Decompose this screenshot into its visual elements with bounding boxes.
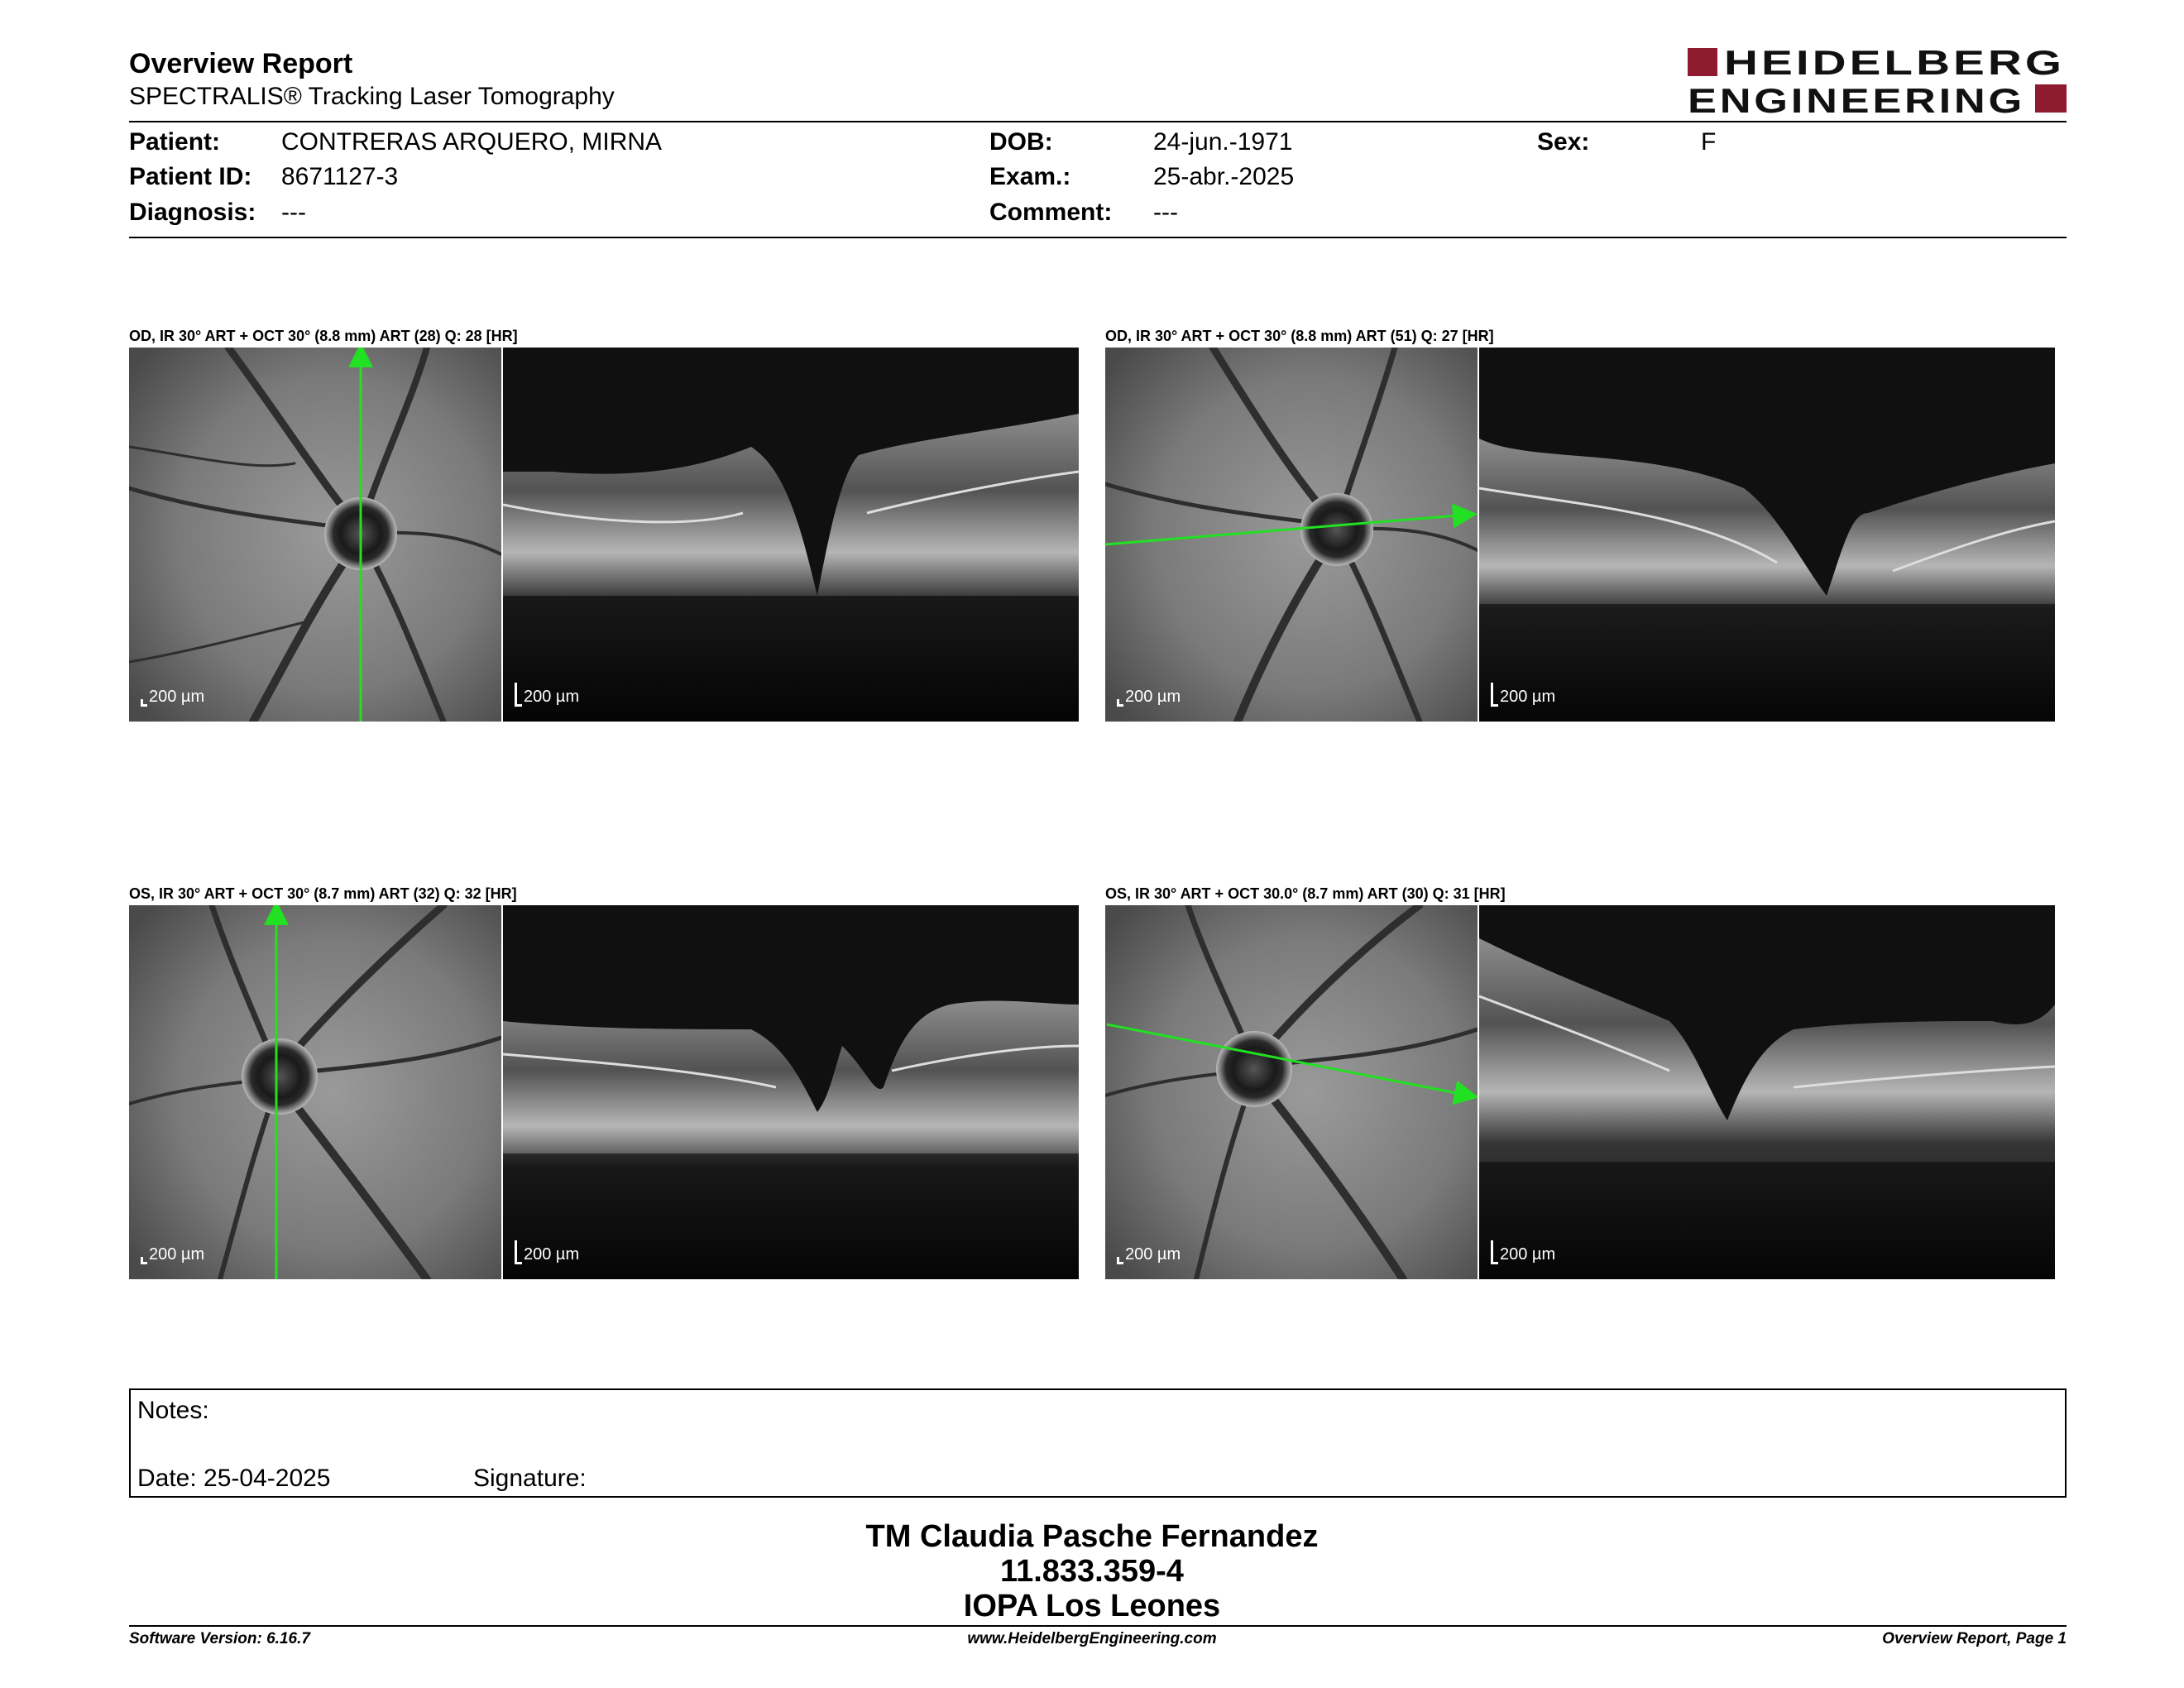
panel-title-3: OS, IR 30° ART + OCT 30° (8.7 mm) ART (32) Q: 32 [HR] <box>129 885 517 902</box>
oct-bscan-image-4 <box>1479 905 2055 1279</box>
heidelberg-logo <box>1688 46 2067 116</box>
ir-fundus-image-1 <box>129 348 501 722</box>
signature-label: Signature: <box>473 1465 587 1492</box>
software-version: Software Version: 6.16.7 <box>129 1630 310 1647</box>
page-indicator: Overview Report, Page 1 <box>1882 1630 2067 1647</box>
patient-id-label: Patient ID: <box>129 163 252 190</box>
notes-label: Notes: <box>137 1397 209 1424</box>
exam-value: 25-abr.-2025 <box>1153 163 1295 190</box>
oct-scale-bar-3: 200 µm <box>515 1240 579 1264</box>
report-title: Overview Report <box>129 48 353 79</box>
ir-fundus-image-3 <box>129 905 501 1279</box>
panel-title-4: OS, IR 30° ART + OCT 30.0° (8.7 mm) ART (30) Q: 31 [HR] <box>1105 885 1506 902</box>
exam-label: Exam.: <box>989 163 1071 190</box>
signature-id: 11.833.359-4 <box>1000 1554 1184 1589</box>
logo-line1: HEIDELBERG <box>1724 46 2065 82</box>
ir-scale-bar-4: 200 µm <box>1117 1245 1181 1264</box>
comment-value: --- <box>1153 199 1178 226</box>
dob-value: 24-jun.-1971 <box>1153 128 1293 156</box>
report-subtitle: SPECTRALIS® Tracking Laser Tomography <box>129 83 615 110</box>
oct-bscan-image-2 <box>1479 348 2055 722</box>
ir-scale-bar-2: 200 µm <box>1117 688 1181 707</box>
logo-line2: ENGINEERING <box>1688 81 2025 116</box>
signature-place: IOPA Los Leones <box>963 1589 1221 1623</box>
oct-bscan-image-1 <box>503 348 1079 722</box>
date-label: Date: 25-04-2025 <box>137 1465 331 1492</box>
comment-label: Comment: <box>989 199 1113 226</box>
oct-scale-bar-1: 200 µm <box>515 683 579 707</box>
logo-square-top <box>1688 48 1717 76</box>
website-link[interactable]: www.HeidelbergEngineering.com <box>967 1630 1217 1647</box>
optic-disc-4 <box>1216 1031 1292 1107</box>
panel-title-2: OD, IR 30° ART + OCT 30° (8.8 mm) ART (51) Q: 27 [HR] <box>1105 328 1494 344</box>
oct-bscan-image-3 <box>503 905 1079 1279</box>
signature-name: TM Claudia Pasche Fernandez <box>865 1519 1319 1554</box>
header-divider <box>129 121 2067 122</box>
info-divider <box>129 237 2067 238</box>
ir-fundus-image-2 <box>1105 348 1478 722</box>
diagnosis-value: --- <box>281 199 306 226</box>
notes-box[interactable] <box>129 1388 2067 1498</box>
sex-value: F <box>1701 128 1717 156</box>
patient-id-value: 8671127-3 <box>281 163 399 190</box>
logo-square-bottom <box>2035 84 2067 113</box>
sex-label: Sex: <box>1537 128 1590 156</box>
patient-value: CONTRERAS ARQUERO, MIRNA <box>281 128 663 156</box>
optic-disc-2 <box>1300 493 1373 566</box>
ir-fundus-image-4 <box>1105 905 1478 1279</box>
ir-scale-bar-3: 200 µm <box>141 1245 204 1264</box>
oct-scale-bar-4: 200 µm <box>1491 1240 1555 1264</box>
dob-label: DOB: <box>989 128 1053 156</box>
footer-divider <box>129 1625 2067 1627</box>
patient-label: Patient: <box>129 128 221 156</box>
optic-disc-3 <box>242 1038 318 1115</box>
ir-scale-bar-1: 200 µm <box>141 688 204 707</box>
oct-scale-bar-2: 200 µm <box>1491 683 1555 707</box>
panel-title-1: OD, IR 30° ART + OCT 30° (8.8 mm) ART (28) Q: 28 [HR] <box>129 328 518 344</box>
diagnosis-label: Diagnosis: <box>129 199 256 226</box>
